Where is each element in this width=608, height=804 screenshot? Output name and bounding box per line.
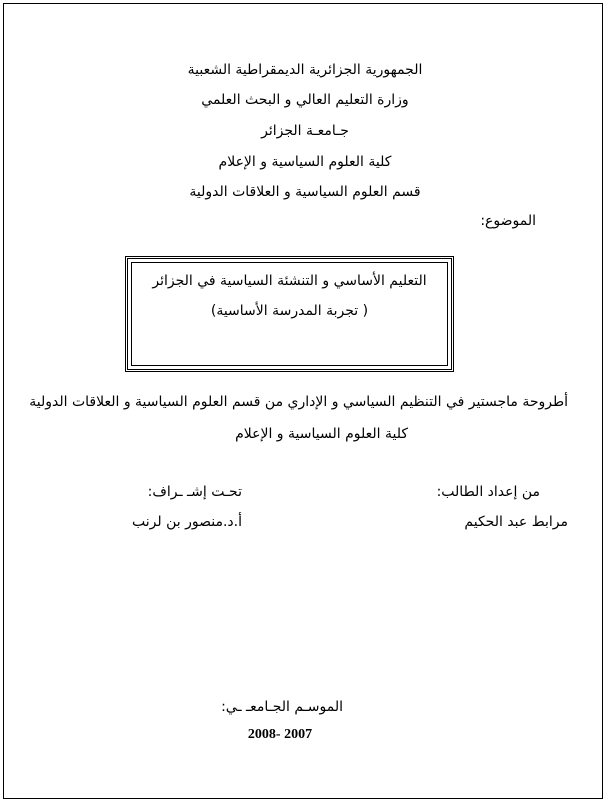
thesis-title-box — [125, 256, 454, 372]
subject-label: الموضوع: — [480, 213, 536, 229]
student-name: مرابط عبد الحكيم — [464, 514, 568, 530]
ministry-name: وزارة التعليم العالي و البحث العلمي — [201, 92, 409, 108]
academic-season-label: الموسـم الجـامعـ ـي: — [221, 699, 343, 715]
supervisor-label: تحـت إشـ ـراف: — [147, 484, 242, 500]
republic-name: الجمهورية الجزائرية الديمقراطية الشعبية — [187, 62, 423, 78]
thesis-description-line2: كلية العلوم السياسية و الإعلام — [235, 426, 408, 442]
thesis-description-line1: أطروحة ماجستير في التنظيم السياسي و الإداري من قسم العلوم السياسية و العلاقات الدولية — [29, 394, 568, 410]
university-name: جـامعـة الجزائر — [261, 123, 349, 139]
supervisor-name: أ.د.منصور بن لرنب — [132, 514, 242, 530]
student-label: من إعداد الطالب: — [436, 484, 540, 500]
department-name: قسم العلوم السياسية و العلاقات الدولية — [189, 184, 421, 200]
academic-years: 2008- 2007 — [247, 727, 313, 742]
thesis-title-line1: التعليم الأساسي و التنشئة السياسية في الجزائر — [152, 273, 427, 289]
faculty-name: كلية العلوم السياسية و الإعلام — [218, 154, 392, 170]
thesis-title-line2: ( تجربة المدرسة الأساسية) — [210, 303, 369, 319]
